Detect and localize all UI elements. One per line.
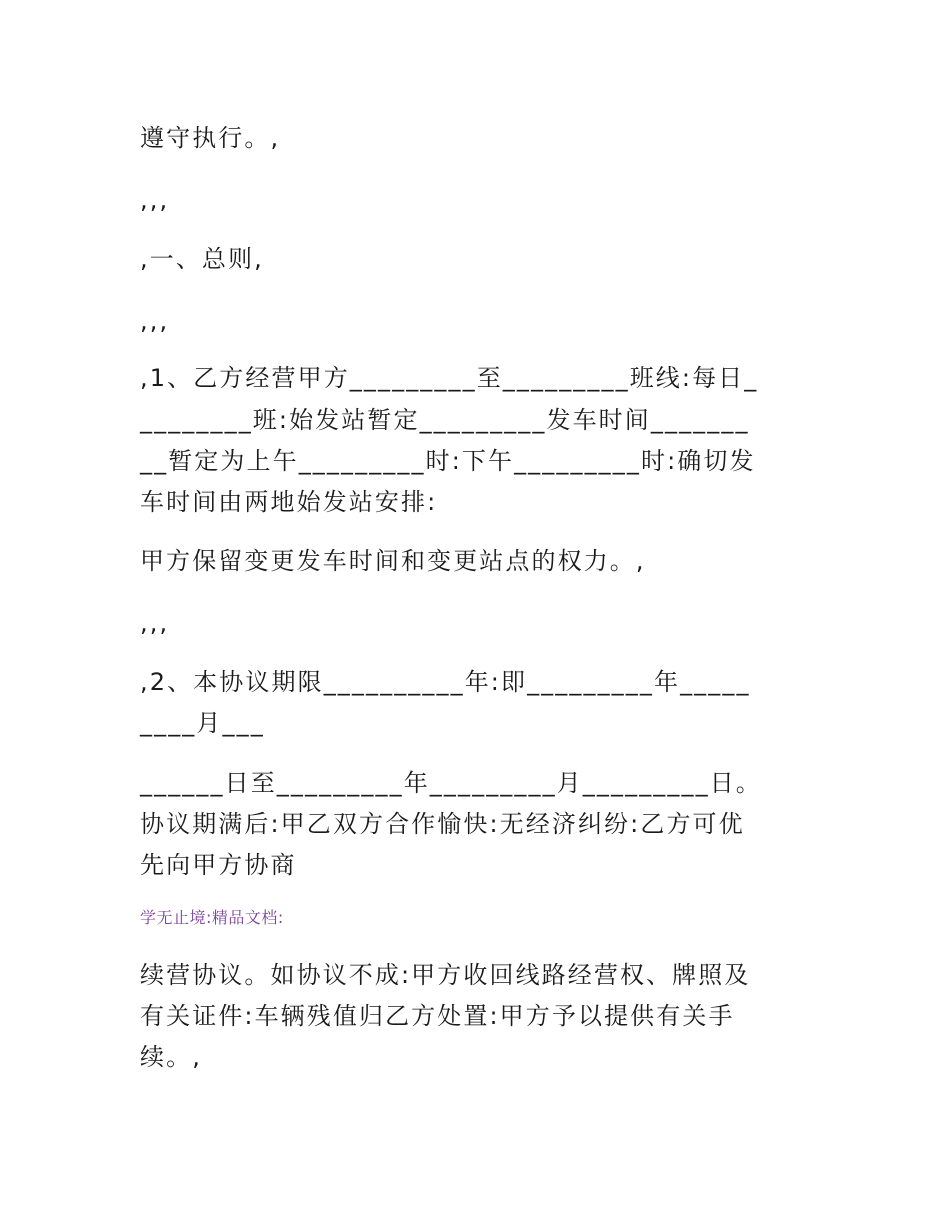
clause-line: ______日至_________年_________月_________日。 (140, 769, 762, 797)
clause-line: 有关证件:车辆残值归乙方处置:甲方予以提供有关手 (140, 1002, 735, 1030)
clause-line: 续。, (140, 1043, 202, 1071)
text-line: 遵守执行。, (140, 124, 281, 152)
text-line: ,,, (140, 307, 170, 335)
clause-line: ____月___ (140, 709, 265, 737)
section-heading: ,一、总则, (140, 245, 264, 273)
text-line: ,,, (140, 609, 170, 637)
clause-line: __暂定为上午_________时:下午_________时:确切发 (140, 447, 756, 475)
clause-line: ,2、本协议期限__________年:即_________年_____ (140, 668, 751, 696)
clause-line: 先向甲方协商 (140, 851, 297, 879)
clause-line: 车时间由两地始发站安排: (140, 488, 438, 516)
text-line: ,,, (140, 186, 170, 214)
text-line: 甲方保留变更发车时间和变更站点的权力。, (140, 547, 646, 575)
clause-line: 续营协议。如协议不成:甲方收回线路经营权、牌照及 (140, 961, 751, 989)
watermark-text: 学无止境:精品文档: (140, 908, 284, 927)
clause-line: 协议期满后:甲乙双方合作愉快:无经济纠纷:乙方可优 (140, 810, 745, 838)
clause-line: ________班:始发站暂定_________发车时间_______ (140, 406, 750, 434)
clause-line: ,1、乙方经营甲方_________至_________班线:每日_ (140, 364, 759, 392)
